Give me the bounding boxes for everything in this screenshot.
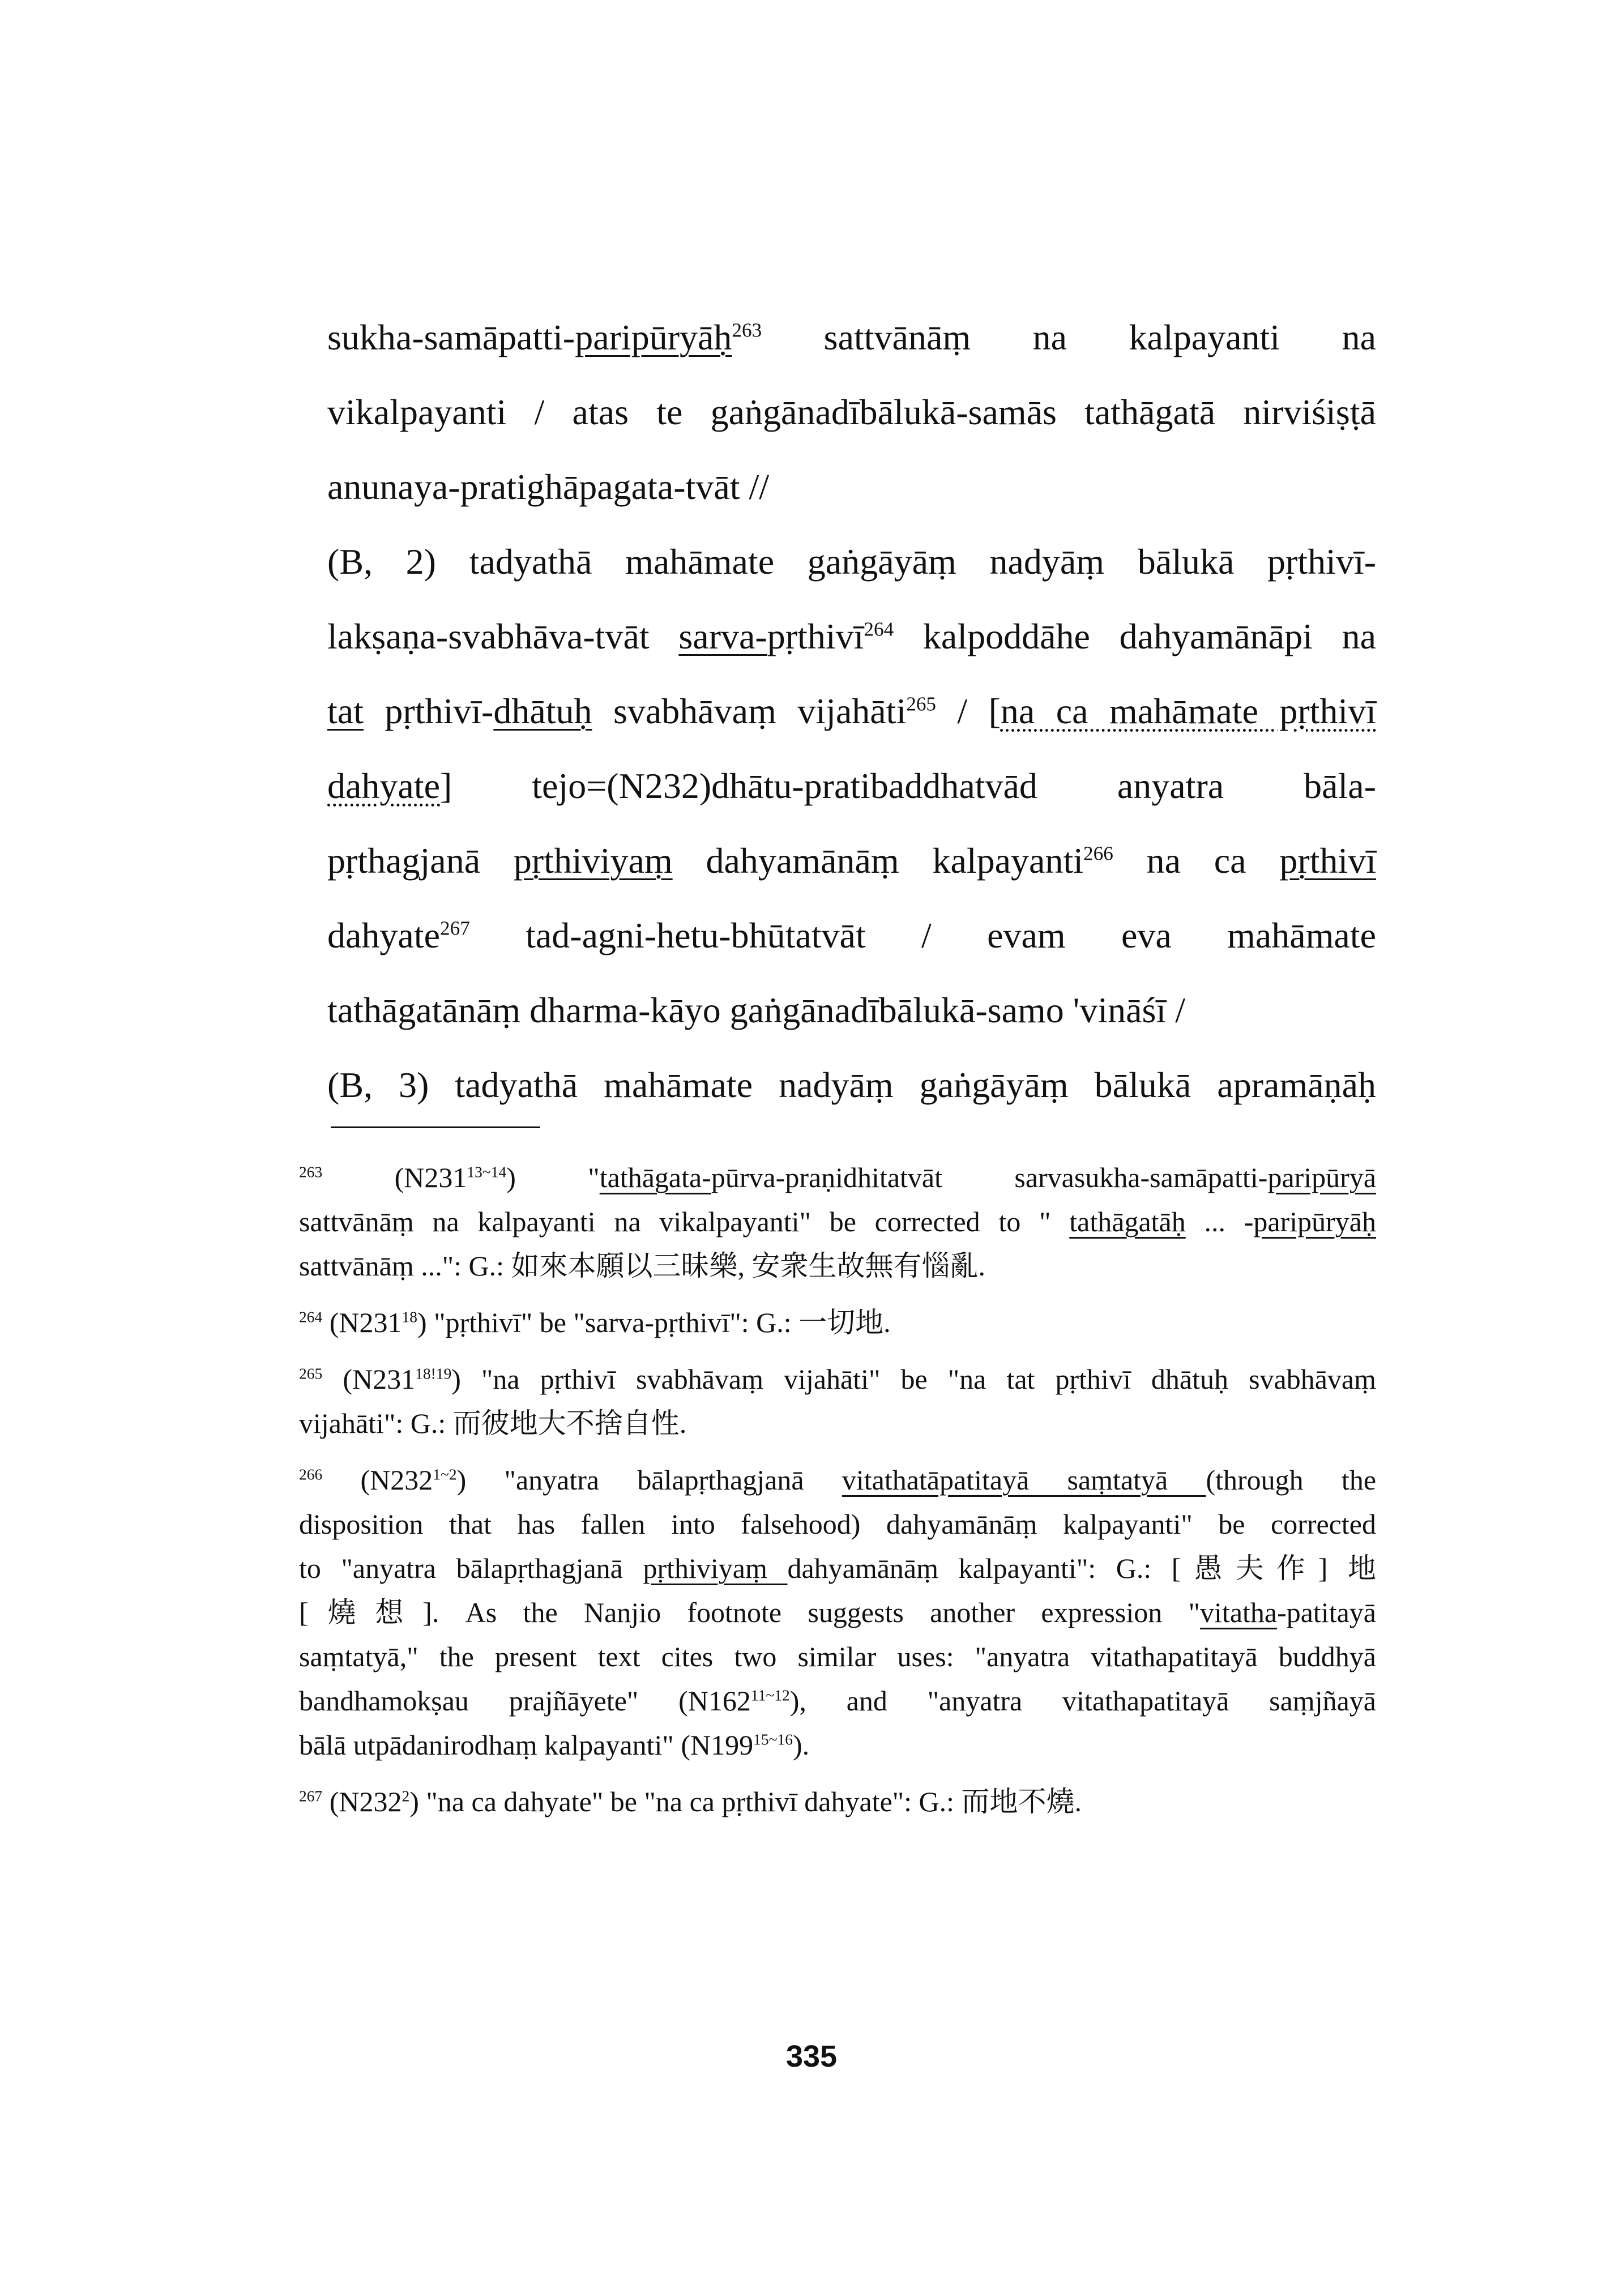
footnotes [299, 1155, 1376, 1836]
text-line-7: dahyate] tejo=(N232)dhātu-pratibaddhatvād anyatra bāla- [327, 766, 1376, 806]
footnote-ref-267: 267 [440, 917, 470, 940]
text-line-3: anunaya-pratighāpagata-tvāt // [327, 467, 770, 507]
text-line-2: vikalpayanti / atas te gaṅgānadībālukā-samās tathāgatā nirviśiṣṭā [327, 392, 1376, 432]
text-line-11: (B, 3) tadyathā mahāmate nadyāṃ gaṅgāyāṃ bālukā apramāṇāḥ [327, 1065, 1376, 1105]
page-number: 335 [785, 2039, 838, 2073]
footnote-265: $^{265}$ $(N231^{18!19})$ "na pṛthivī svabhāvaṃ vijahāti" be "na tat pṛthivī dhātuḥ svabhāvaṃ vijahāti": G.: 而彼地大不捨自性. [299, 1363, 1376, 1439]
text-line-8: pṛthagjanā pṛthiviyaṃ dahyamānāṃ kalpayanti$^{266}$ na ca pṛthivī [327, 840, 1377, 881]
footnote-ref-265: 265 [906, 693, 936, 715]
text-line-6: tat pṛthivī-dhātuḥ svabhāvaṃ vijahāti$^{265}$ / [na ca mahāmate pṛthivī [327, 691, 1377, 731]
footnote-267: $^{267}$ $(N232^2)$ "na ca dahyate" be "na ca pṛthivī dahyate": G.: 而地不燒. [299, 1786, 1082, 1817]
main-text [327, 300, 1376, 1123]
footnote-ref-264: 264 [864, 618, 894, 641]
footnote-separator [331, 1126, 540, 1128]
footnote-264: $^{264}$ $(N231^{18})$ "pṛthivī" be "sarva-pṛthivī": G.: 一切地. [299, 1307, 891, 1338]
text-line-5: lakṣaṇa-svabhāva-tvāt sarva-pṛthivī$^{264}$ kalpoddāhe dahyamānāpi na [327, 616, 1376, 656]
text-line-9: dahyate$^{267}$ tad-agni-hetu-bhūtatvāt / evam eva mahāmate [327, 915, 1376, 955]
text-line-1: sukha-samāpatti-paripūryāḥ$^{263}$ sattvānāṃ na kalpayanti na [327, 317, 1376, 357]
footnote-263: $^{263}$ $(N231^{13\sim 14})$ "tathāgata-pūrva-praṇidhitatvāt sarvasukha-samāpatti-paripūryā sattvānāṃ na kalpayanti na vikalpayanti" be corrected to " tathāgatāḥ ... -paripūryāḥ sattvānāṃ ...": G.: 如來本願以三昧樂, 安衆生故無有惱亂. [299, 1162, 1377, 1282]
text-line-4: (B, 2) tadyathā mahāmate gaṅgāyāṃ nadyāṃ bālukā pṛthivī- [327, 541, 1376, 582]
footnote-ref-263: 263 [732, 319, 762, 342]
footnote-ref-266: 266 [1083, 842, 1113, 865]
text-line-10: tathāgatānāṃ dharma-kāyo gaṅgānadībālukā-samo 'vināśī / [327, 990, 1185, 1030]
footnote-266: $^{266}$ $(N232^{1\sim 2})$ "anyatra bālapṛthagjanā vitathatāpatitayā saṃtatyā (through the disposition that has fallen into falsehood) dahyamānāṃ kalpayanti" be corrected to "anyatra bālapṛthagjanā pṛthiviyaṃ dahyamānāṃ kalpayanti": G.: [愚夫作] 地 [燒想]. As the Nanjio footnote suggests another expression "vitatha-patitayā saṃtatyā," the present text cites two similar uses: "anyatra vitathapatitayā buddhyā bandhamokṣau prajñāyete" $(N162^{11\sim 12})$, and "anyatra vitathapatitayā saṃjñayā bālā utpādanirodhaṃ kalpayanti" $(N199^{15\sim 16})$. [299, 1464, 1377, 1761]
